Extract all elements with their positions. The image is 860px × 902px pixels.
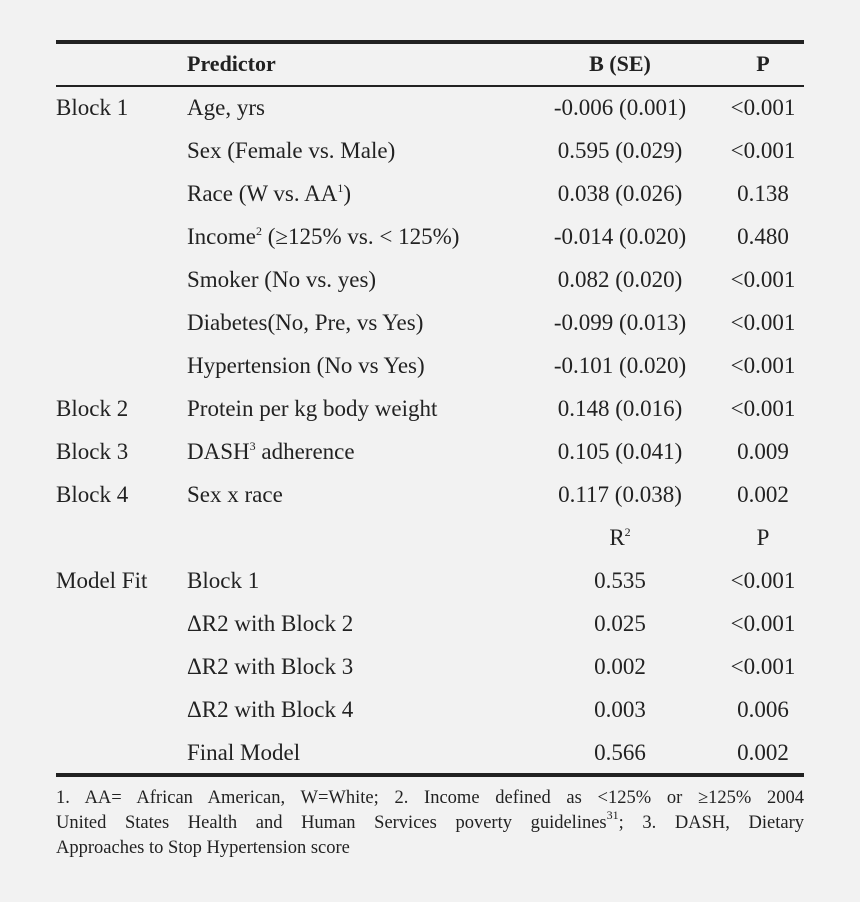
b-se-value: -0.006 (0.001) <box>553 95 687 120</box>
b-se-value: -0.014 (0.020) <box>553 224 687 249</box>
b-se-value: 0.595 (0.029) <box>557 138 683 163</box>
r2-value: 0.003 <box>594 697 646 722</box>
model-fit-row <box>0 604 860 644</box>
model-fit-subheader-row <box>0 518 860 558</box>
b-se-value: -0.099 (0.013) <box>553 310 687 335</box>
predictor-cell: Protein per kg body weight <box>187 396 438 421</box>
table-row <box>0 217 860 257</box>
table-row <box>0 432 860 472</box>
table-header-row <box>0 44 860 84</box>
r2-value: 0.025 <box>594 611 646 636</box>
b-se-value: 0.117 (0.038) <box>558 482 682 507</box>
p-value: <0.001 <box>730 138 796 163</box>
model-fit-p-value: <0.001 <box>730 568 796 593</box>
model-fit-predictor: Final Model <box>187 740 301 765</box>
table-row <box>0 303 860 343</box>
footnote-line-1: 1. AA= African American, W=White; 2. Income defined as <125% or ≥125% 2004 <box>56 788 804 808</box>
table-row <box>0 88 860 128</box>
header-b-se: B (SE) <box>589 51 651 76</box>
model-fit-predictor: ΔR2 with Block 4 <box>187 697 354 722</box>
model-fit-p-value: <0.001 <box>730 611 796 636</box>
predictor-cell: Income$^2$ (≥125% vs. < 125%) <box>187 224 460 249</box>
table-bottom-rule <box>56 773 804 777</box>
predictor-cell: Diabetes(No, Pre, vs Yes) <box>187 310 424 335</box>
r2-value: 0.002 <box>594 654 646 679</box>
p-value: <0.001 <box>730 396 796 421</box>
model-fit-predictor: Block 1 <box>187 568 260 593</box>
block-label: Block 2 <box>56 396 129 421</box>
table-header-rule <box>56 85 804 87</box>
table-row <box>0 260 860 300</box>
p-value: 0.480 <box>737 224 789 249</box>
p-value: <0.001 <box>730 353 796 378</box>
subheader-r2: $R^2$ <box>609 525 631 550</box>
footnote-line-3: Approaches to Stop Hypertension score <box>56 838 350 858</box>
r2-value: 0.566 <box>594 740 646 765</box>
predictor-cell: Sex (Female vs. Male) <box>187 138 396 163</box>
table-row <box>0 389 860 429</box>
table-row <box>0 131 860 171</box>
header-predictor: Predictor <box>187 51 276 76</box>
b-se-value: 0.038 (0.026) <box>557 181 683 206</box>
table-row <box>0 475 860 515</box>
model-fit-row <box>0 690 860 730</box>
model-fit-p-value: 0.006 <box>737 697 789 722</box>
p-value: <0.001 <box>730 267 796 292</box>
predictor-cell: DASH$^3$ adherence <box>187 439 355 464</box>
header-p: P <box>756 51 770 76</box>
model-fit-row <box>0 733 860 773</box>
predictor-cell: Sex x race <box>187 482 283 507</box>
model-fit-row <box>0 647 860 687</box>
p-value: <0.001 <box>730 95 796 120</box>
r2-value: 0.535 <box>594 568 646 593</box>
subheader-p: P <box>756 525 770 550</box>
b-se-value: 0.105 (0.041) <box>557 439 683 464</box>
block-label: Block 1 <box>56 95 129 120</box>
b-se-value: -0.101 (0.020) <box>553 353 687 378</box>
model-fit-label: Model Fit <box>56 568 148 593</box>
predictor-cell: Race (W vs. $AA^1$) <box>187 181 351 206</box>
model-fit-predictor: ΔR2 with Block 2 <box>187 611 354 636</box>
predictor-cell: Smoker (No vs. yes) <box>187 267 377 292</box>
b-se-value: 0.082 (0.020) <box>557 267 683 292</box>
model-fit-p-value: <0.001 <box>730 654 796 679</box>
b-se-value: 0.148 (0.016) <box>557 396 683 421</box>
model-fit-predictor: ΔR2 with Block 3 <box>187 654 354 679</box>
model-fit-row <box>0 561 860 601</box>
p-value: 0.138 <box>737 181 789 206</box>
block-label: Block 3 <box>56 439 129 464</box>
table-row <box>0 174 860 214</box>
p-value: 0.009 <box>737 439 789 464</box>
table-row <box>0 346 860 386</box>
table-footnote <box>56 786 804 861</box>
p-value: 0.002 <box>737 482 789 507</box>
footnote-line-2: United States Health and Human Services poverty guidelines$^{31}$; 3. DASH, Dietary <box>56 808 804 833</box>
p-value: <0.001 <box>730 310 796 335</box>
predictor-cell: Age, yrs <box>187 95 265 120</box>
model-fit-p-value: 0.002 <box>737 740 789 765</box>
block-label: Block 4 <box>56 482 129 507</box>
predictor-cell: Hypertension (No vs Yes) <box>187 353 425 378</box>
